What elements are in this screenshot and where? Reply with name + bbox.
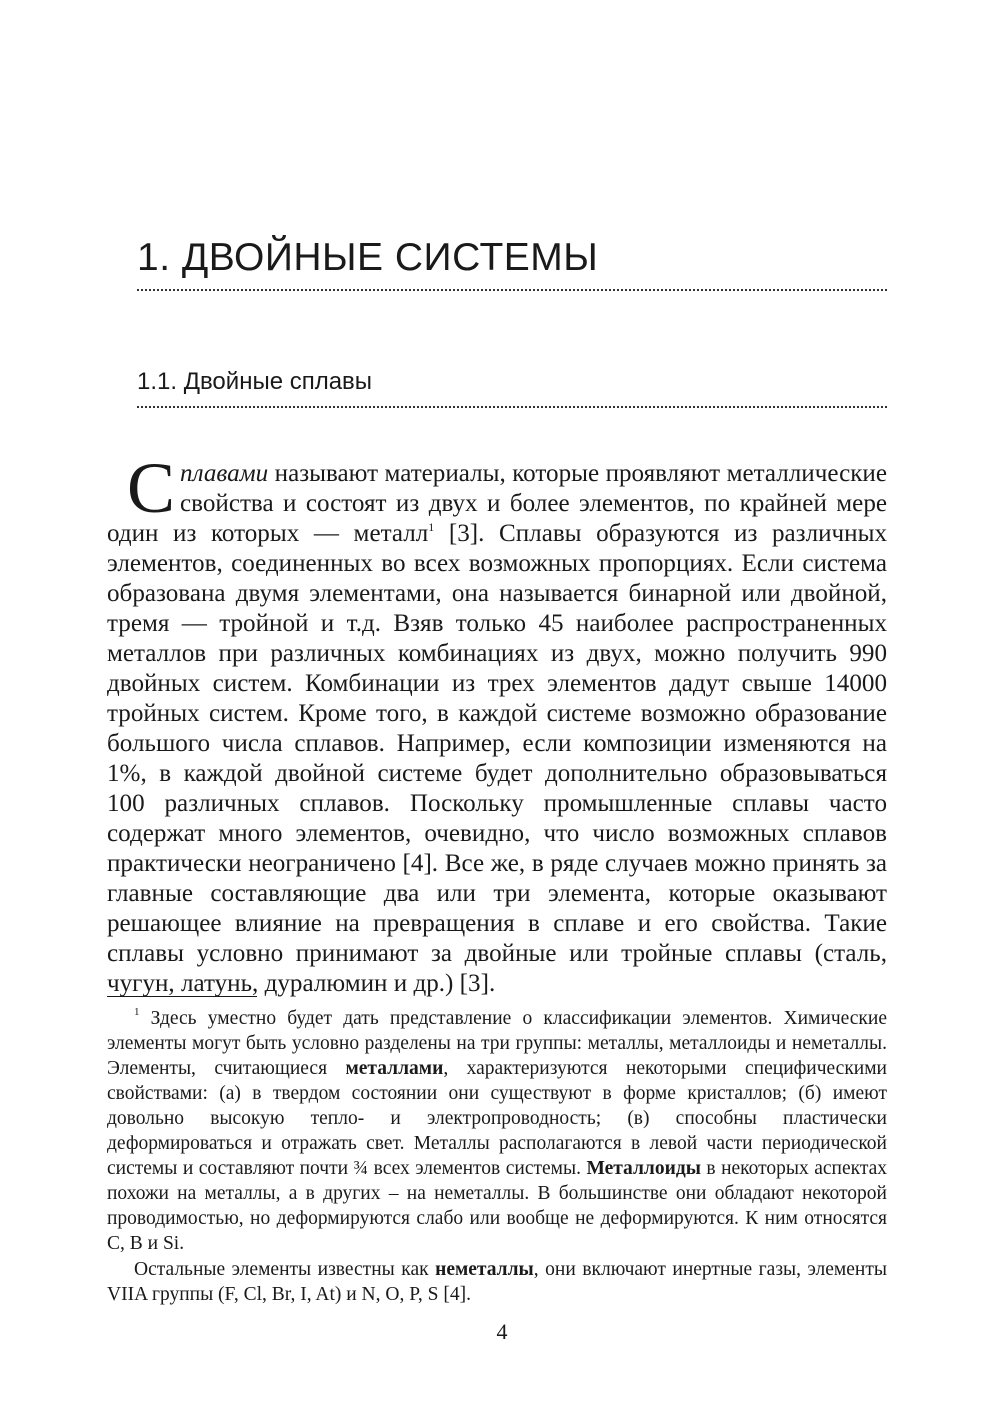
chapter-title-divider	[137, 289, 887, 291]
footnote-1-text-a: Здесь уместно будет дать представление о классификации элементов. Химические элементы могут быть условно разделены на три группы: металлы, металлоиды и неметаллы. Элементы, считающиеся	[107, 1008, 887, 1079]
term-metals: металлами	[345, 1058, 444, 1079]
footnote-1-text-c: в некоторых аспектах похожи на металлы, а в других – на неметаллы. В большинстве они обладают некоторой проводимостью, но деформируются слабо или вообще не деформируются. К ним относятся C, B и Si.	[107, 1158, 887, 1254]
footnote-1-text-b: , характеризуются некоторыми специфическими свойствами: (а) в твердом состоянии они существуют в форме кристаллов; (б) имеют довольно высокую тепло- и электропроводность; (в) способны пластически деформироваться и отражать свет. Металлы располагаются в левой части периодической системы и составляют почти ¾ всех элементов системы.	[107, 1058, 887, 1179]
section-title: 1.1. Двойные сплавы	[137, 368, 373, 395]
page-number: 4	[496, 1319, 508, 1344]
section-title-divider	[137, 406, 887, 408]
footnote-1-continuation	[107, 1257, 887, 1307]
footnote-2-text-b: , они включают инертные газы, элементы VIIA группы (F, Cl, Br, I, At) и N, O, P, S [4].	[107, 1259, 887, 1305]
body-text-part-2: [3]. Сплавы образуются из различных элементов, соединенных во всех возможных пропорциях. Если система образована двумя элементами, она называется бинарной или двойной, тремя — тройной и т.д. Взяв только 45 наиболее распространенных металлов при различных комбинациях из двух, можно получить 990 двойных систем. Комбинации из трех элементов дадут свыше 14000 тройных систем. Кроме того, в каждой системе возможно образование большого числа сплавов. Например, если композиции изменяются на 1%, в каждой двойной системе будет дополнительно образовываться 100 различных сплавов. Поскольку промышленные сплавы часто содержат много элементов, очевидно, что число возможных сплавов практически неограничено [4]. Все же, в ряде случаев можно принять за главные составляющие два или три элемента, которые оказывают решающее влияние на превращения в сплаве и его свойства. Такие сплавы условно принимают за двойные или тройные сплавы (сталь, чугун, латунь, дуралюмин и др.) [3].	[107, 520, 887, 997]
footnote-separator	[107, 996, 257, 997]
defined-term: плавами	[180, 460, 269, 487]
term-nonmetals: неметаллы	[435, 1259, 534, 1280]
footnote-2-text-a: Остальные элементы известны как	[134, 1259, 436, 1280]
body-text-part-1: называют материалы, которые проявляют металлические свойства и состоят из двух и более элементов, по крайней мере один из которых — металл	[107, 460, 887, 547]
body-paragraph	[107, 448, 887, 999]
drop-cap: С	[127, 448, 176, 528]
footnote-reference[interactable]: 1	[428, 520, 435, 534]
chapter-title: 1. ДВОЙНЫЕ СИСТЕМЫ	[137, 236, 599, 279]
footnote-1	[107, 1006, 887, 1256]
term-metalloids: Металлоиды	[586, 1158, 701, 1179]
footnote-marker: 1	[134, 1006, 140, 1018]
